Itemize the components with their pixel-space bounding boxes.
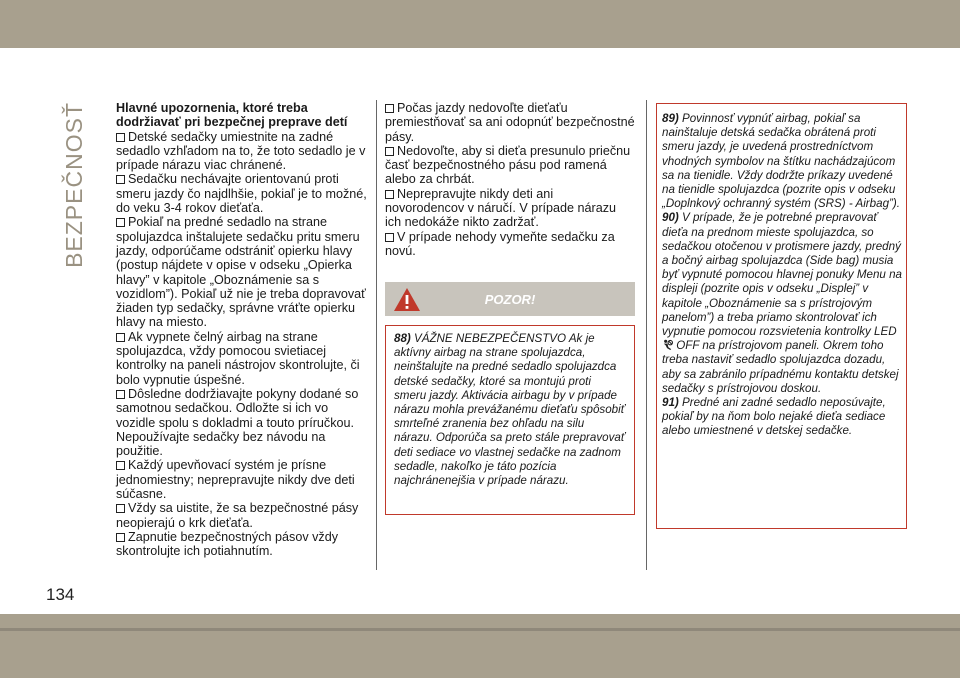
- warning-header: [385, 282, 635, 316]
- bullet-item: V prípade nehody vymeňte sedačku za novú.: [385, 229, 615, 258]
- checkbox-bullet-icon: [116, 504, 125, 513]
- bullet-item: Zapnutie bezpečnostných pásov vždy skontrolujte ich potiahnutím.: [116, 529, 339, 559]
- checkbox-bullet-icon: [116, 133, 125, 142]
- column-divider-2: [646, 100, 647, 570]
- bottom-band-line: [0, 628, 960, 631]
- checkbox-bullet-icon: [385, 190, 394, 199]
- top-band: [0, 0, 960, 48]
- bullet-item: Neprepravujte nikdy deti ani novorodencov v náručí. V prípade nárazu ich nedokáže nikto zadržať.: [385, 186, 617, 230]
- bullet-item: Nedovoľte, aby si dieťa presunulo priečnu časť bezpečnostného pásu pod ramená alebo za chrbát.: [385, 143, 631, 187]
- warning-title: POZOR!: [484, 292, 536, 307]
- section-side-title: [58, 102, 88, 282]
- column-3: [662, 112, 906, 439]
- bullet-item: Každý upevňovací systém je prísne jednomiestny; neprepravujte nikdy dve deti súčasne.: [116, 458, 355, 502]
- checkbox-bullet-icon: [385, 147, 394, 156]
- column-1: [116, 101, 370, 559]
- bullet-item: Pokiaľ na predné sedadlo na strane spolujazdca inštalujete sedačku pritu smeru jazdy, odporúčame odstrániť opierku hlavy (postup nájdete v opise v odseku „Opierka hlavy” v kapitole „Oboznámenie sa s vozidlom”). Pokiaľ už nie je treba dopravovať žiaden typ sedačky, správne vráťte opierku hlavy na miesto.: [116, 215, 366, 330]
- column-divider-1: [376, 100, 377, 570]
- warning-text: VÁŽNE NEBEZPEČENSTVO Ak je aktívny airbag na strane spolujazdca, neinštalujte na predné sedadlo spolujazdca detské sedačky, ktoré sa montujú proti smeru jazdy. Aktivácia airbagu by v prípade nárazu mohla prevážanému dieťaťu spôsobiť smrteľné zranenia bez ohľadu na silu nárazu. Odporúča sa preto stále prepravovať deti sediace vo vlastnej sedačke na zadnom sedadle, nakoľko je táto pozícia najchránenejšia v prípade nárazu.: [394, 332, 625, 488]
- column-2: [385, 101, 635, 258]
- bullet-item: Vždy sa uistite, že sa bezpečnostné pásy neopierajú o krk dieťaťa.: [116, 501, 359, 530]
- note-item: 91) Predné ani zadné sedadlo neposúvajte, pokiaľ by na ňom bolo nejaké dieťa sediace alebo umiestnené v detskej sedačke.: [662, 396, 886, 438]
- checkbox-bullet-icon: [116, 533, 125, 542]
- checkbox-bullet-icon: [385, 104, 394, 113]
- checkbox-bullet-icon: [116, 218, 125, 227]
- bullet-item: Dôsledne dodržiavajte pokyny dodané so samotnou sedačkou. Odložte si ich vo vozidle spolu s dokladmi a touto príručkou. Nepoužívajte sedačky bez návodu na použitie.: [116, 386, 359, 459]
- bullet-item: Detské sedačky umiestnite na zadné sedadlo vzhľadom na to, že toto sedadlo je v prípade nárazu viac chránené.: [116, 129, 366, 173]
- page-number: 134: [46, 585, 75, 604]
- checkbox-bullet-icon: [116, 390, 125, 399]
- side-title-text: BEZPEČNOSŤ: [61, 102, 87, 268]
- bullet-item: Sedačku nechávajte orientovanú proti smeru jazdy čo najdlhšie, pokiaľ je to možné, do veku 3-4 rokov dieťaťa.: [116, 172, 367, 216]
- warning-number: 88): [394, 332, 411, 345]
- note-item: 90) V prípade, že je potrebné prepravovať dieťa na prednom mieste spolujazdca, so sedačkou otočenou v protismere jazdy, predný a bočný airbag spolujazdca (Side bag) musia byť vypnuté pomocou hlavnej ponuky Menu na displeji (pozrite opis v odseku „Displej” v kapitole „Oboznámenie sa s prístrojovým panelom”) a treba priamo skontrolovať ich vypnutie pomocou rozsvietenia kontrolky LED OFF na prístrojovom paneli. Okrem toho treba nastaviť sedadlo spolujazdca dozadu, aby sa zabránilo prípadnému kontaktu detskej sedačky s prístrojovou doskou.: [662, 211, 902, 395]
- warning-box: [385, 325, 635, 515]
- checkbox-bullet-icon: [116, 333, 125, 342]
- checkbox-bullet-icon: [385, 233, 394, 242]
- bullet-item: Počas jazdy nedovoľte dieťaťu premiestňovať sa ani odopnúť bezpečnostné pásy.: [385, 101, 635, 144]
- checkbox-bullet-icon: [116, 461, 125, 470]
- section-heading: Hlavné upozornenia, ktoré treba dodržiavať pri bezpečnej preprave detí: [116, 101, 348, 130]
- note-item: 89) Povinnosť vypnúť airbag, pokiaľ sa nainštaluje detská sedačka obrátená proti smeru jazdy, je uvedená prostredníctvom vhodných symbolov na štítku nachádzajúcom sa na tienidle. Vždy dodržte príkazy uvedené na tienidle spolujazdca (pozrite opis v odseku „Doplnkový ochranný systém (SRS) - Airbag”).: [662, 112, 900, 211]
- checkbox-bullet-icon: [116, 175, 125, 184]
- bottom-band: [0, 614, 960, 678]
- bullet-item: Ak vypnete čelný airbag na strane spolujazdca, vždy pomocou svietiacej kontrolky na paneli nástrojov skontrolujte, či bolo vypnutie úspešné.: [116, 329, 360, 387]
- airbag-off-icon: [662, 339, 673, 350]
